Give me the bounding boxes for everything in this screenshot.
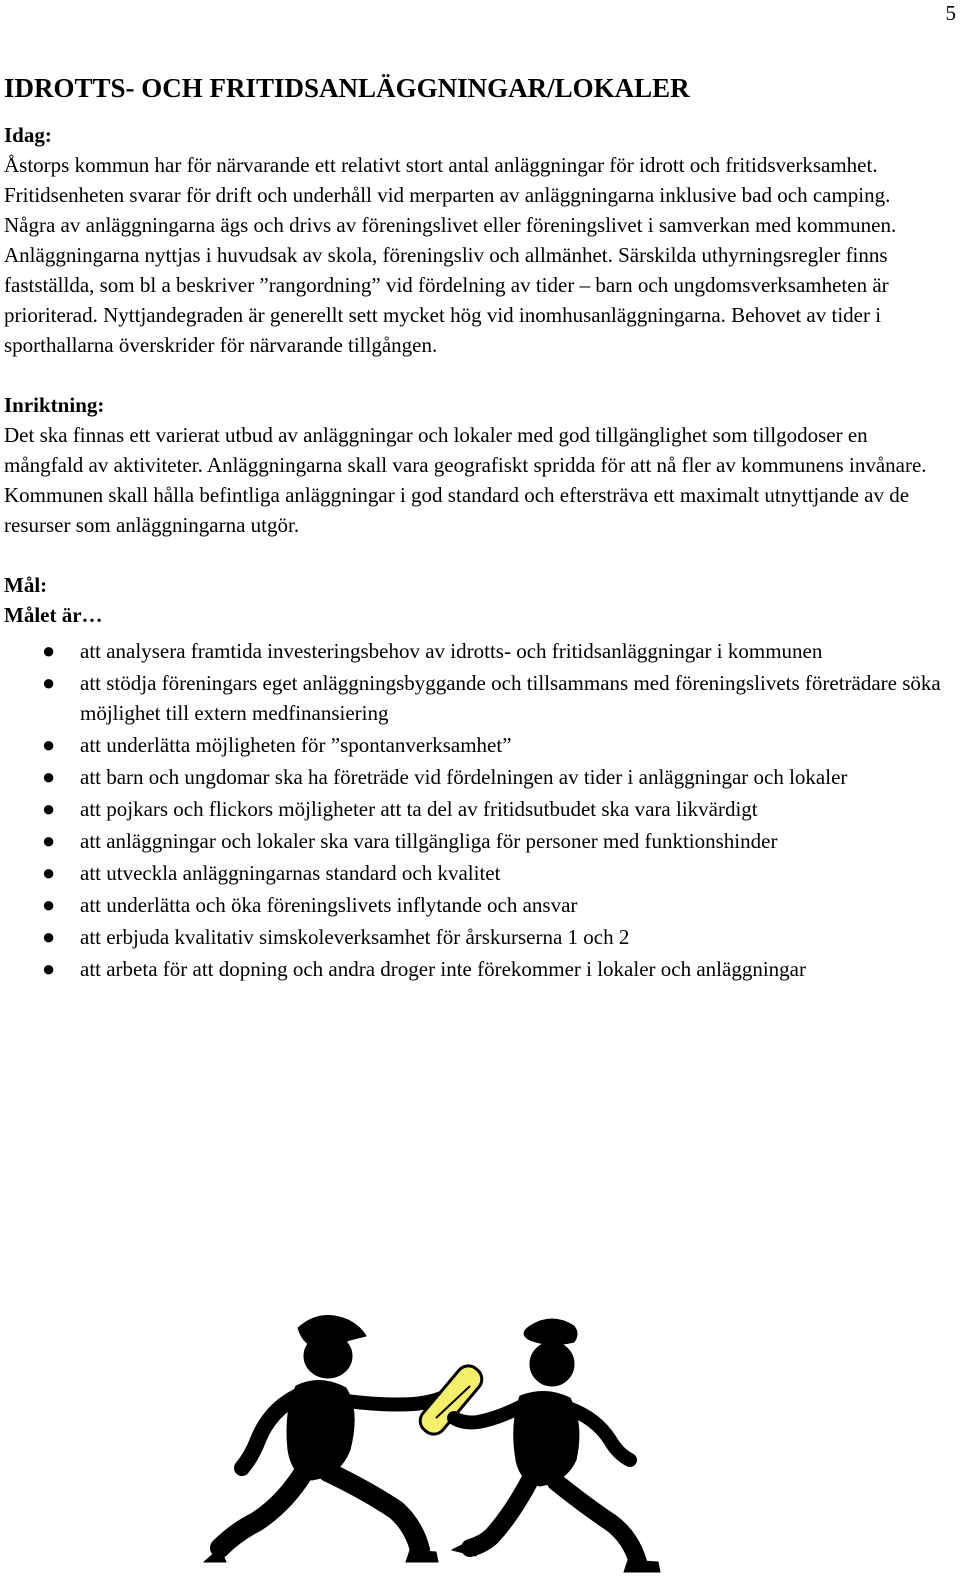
bullet-icon: ● [42, 764, 56, 789]
heading-mal: Mål: [4, 573, 48, 597]
list-item [4, 826, 944, 856]
goal-list [4, 636, 944, 984]
list-item-text: att arbeta för att dopning och andra droger inte förekommer i lokaler och anläggningar [80, 957, 806, 981]
list-item [4, 954, 944, 984]
bullet-icon: ● [42, 860, 56, 885]
bullet-icon: ● [42, 892, 56, 917]
list-item-text: att anläggningar och lokaler ska vara tillgängliga för personer med funktionshinder [80, 829, 778, 853]
bullet-icon: ● [42, 638, 56, 663]
bullet-icon: ● [42, 828, 56, 853]
relay-runners-icon [200, 1300, 720, 1590]
paragraph-inriktning: Det ska finnas ett varierat utbud av anläggningar och lokaler med god tillgänglighet som tillgodoser en mångfald av aktiviteter. Anläggningarna skall vara geografiskt spridda för att nå fler av kommunens invånare. Kommunen skall hålla befintliga anläggningar i god standard och eftersträva ett maximalt utnyttjande av de resurser som anläggningarna utgör. [4, 423, 927, 537]
bullet-icon: ● [42, 732, 56, 757]
list-item [4, 762, 944, 792]
paragraph-idag: Åstorps kommun har för närvarande ett relativt stort antal anläggningar för idrott och fritidsverksamhet. Fritidsenheten svarar för drift och underhåll vid merparten av anläggningarna inklusive bad och camping. Några av anläggningarna ägs och drivs av föreningslivet eller föreningslivet i samverkan med kommunen. Anläggningarna nyttjas i huvudsak av skola, föreningsliv och allmänhet. Särskilda uthyrningsregler finns fastställda, som bl a beskriver ”rangordning” vid fördelning av tider – barn och ungdomsverksamheten är prioriterad. Nyttjandegraden är generellt sett mycket hög vid inomhusanläggningarna. Behovet av tider i sporthallarna överskrider för närvarande tillgången. [4, 153, 897, 357]
list-item [4, 636, 944, 666]
list-item-text: att barn och ungdomar ska ha företräde vid fördelningen av tider i anläggningar och lokaler [80, 765, 848, 789]
heading-idag: Idag: [4, 123, 52, 147]
bullet-icon: ● [42, 924, 56, 949]
bullet-icon: ● [42, 796, 56, 821]
page-number: 5 [945, 1, 956, 25]
list-item-text: att utveckla anläggningarnas standard och kvalitet [80, 861, 501, 885]
bullet-icon: ● [42, 670, 56, 695]
right-runner-figure [452, 1319, 660, 1572]
list-item [4, 794, 944, 824]
list-item-text: att underlätta möjligheten för ”spontanverksamhet” [80, 733, 512, 757]
left-runner-figure [204, 1316, 446, 1563]
list-item-text: att erbjuda kvalitativ simskoleverksamhet för årskurserna 1 och 2 [80, 925, 630, 949]
section-spacer [4, 360, 944, 390]
list-item [4, 858, 944, 888]
page-title: IDROTTS- OCH FRITIDSANLÄGGNINGAR/LOKALER [4, 73, 690, 103]
list-item [4, 890, 944, 920]
section-spacer [4, 540, 944, 570]
subheading-malet-ar: Målet är… [4, 603, 103, 627]
list-item-text: att pojkars och flickors möjligheter att ta del av fritidsutbudet ska vara likvärdigt [80, 797, 758, 821]
document-body [4, 70, 944, 986]
list-item [4, 922, 944, 952]
list-item [4, 730, 944, 760]
list-item [4, 668, 944, 728]
list-item-text: att stödja föreningars eget anläggningsbyggande och tillsammans med föreningslivets företrädare söka möjlighet till extern medfinansiering [80, 671, 941, 725]
heading-inriktning: Inriktning: [4, 393, 105, 417]
bullet-icon: ● [42, 956, 56, 981]
list-item-text: att analysera framtida investeringsbehov av idrotts- och fritidsanläggningar i kommunen [80, 639, 823, 663]
list-item-text: att underlätta och öka föreningslivets inflytande och ansvar [80, 893, 578, 917]
